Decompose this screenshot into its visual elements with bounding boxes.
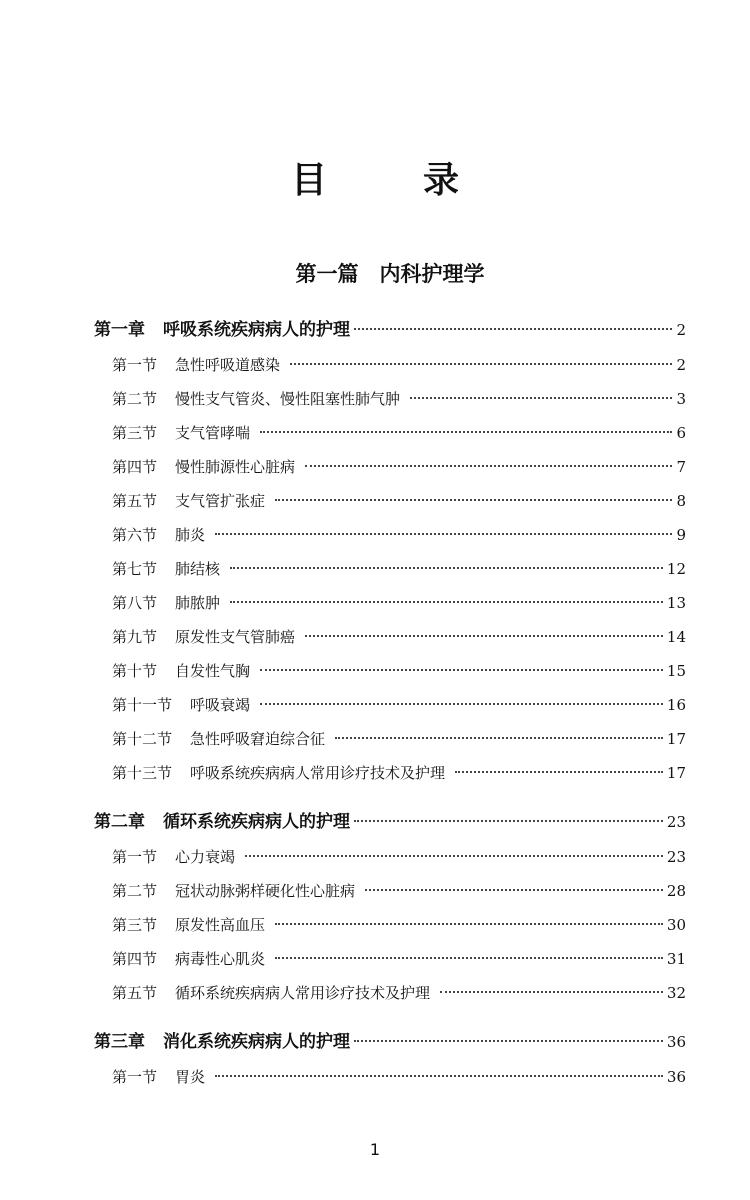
section-title: 急性呼吸道感染 <box>175 356 281 374</box>
section-number: 第六节 <box>112 526 158 544</box>
chapter-block <box>0 1024 750 1094</box>
dot-leader <box>260 431 672 433</box>
chapter-title: 呼吸系统疾病病人的护理 <box>163 320 350 340</box>
section-page: 6 <box>676 424 686 442</box>
section-page: 14 <box>666 628 686 646</box>
dot-leader <box>260 703 663 705</box>
chapter-title: 循环系统疾病病人的护理 <box>163 812 350 832</box>
section-title: 慢性肺源性心脏病 <box>175 458 296 476</box>
section-title: 慢性支气管炎、慢性阻塞性肺气肿 <box>175 390 401 408</box>
dot-leader <box>455 771 663 773</box>
section-title: 心力衰竭 <box>175 848 236 866</box>
dot-leader <box>354 820 663 822</box>
section-entry[interactable] <box>0 756 750 790</box>
page-title-text: 目 录 <box>290 160 489 201</box>
chapter-page: 2 <box>676 321 686 339</box>
section-page: 9 <box>676 526 686 544</box>
section-entry[interactable] <box>0 840 750 874</box>
section-title: 冠状动脉粥样硬化性心脏病 <box>175 882 356 900</box>
chapter-number: 第二章 <box>94 812 145 832</box>
dot-leader <box>365 889 663 891</box>
section-title: 原发性高血压 <box>175 916 266 934</box>
section-title: 肺炎 <box>175 526 206 544</box>
section-entry[interactable] <box>0 484 750 518</box>
section-entry[interactable] <box>0 654 750 688</box>
chapter-page: 36 <box>666 1033 686 1051</box>
section-page: 2 <box>676 356 686 374</box>
section-number: 第七节 <box>112 560 158 578</box>
dot-leader <box>215 533 672 535</box>
section-number: 第五节 <box>112 984 158 1002</box>
section-entry[interactable] <box>0 382 750 416</box>
section-page: 31 <box>666 950 686 968</box>
section-number: 第二节 <box>112 882 158 900</box>
section-number: 第八节 <box>112 594 158 612</box>
section-entry[interactable] <box>0 416 750 450</box>
section-page: 15 <box>666 662 686 680</box>
page-title <box>0 152 750 203</box>
dot-leader <box>275 923 663 925</box>
section-entry[interactable] <box>0 942 750 976</box>
table-of-contents <box>0 312 750 1108</box>
dot-leader <box>275 499 672 501</box>
section-title: 支气管哮喘 <box>175 424 251 442</box>
dot-leader <box>230 601 663 603</box>
chapter-number: 第三章 <box>94 1032 145 1052</box>
section-page: 13 <box>666 594 686 612</box>
section-entry[interactable] <box>0 586 750 620</box>
section-number: 第四节 <box>112 458 158 476</box>
section-page: 30 <box>666 916 686 934</box>
chapter-title: 消化系统疾病病人的护理 <box>163 1032 350 1052</box>
section-number: 第一节 <box>112 356 158 374</box>
section-number: 第一节 <box>112 848 158 866</box>
section-entry[interactable] <box>0 1060 750 1094</box>
section-page: 17 <box>666 764 686 782</box>
section-title: 肺结核 <box>175 560 221 578</box>
section-title: 急性呼吸窘迫综合征 <box>190 730 326 748</box>
dot-leader <box>354 1040 663 1042</box>
section-title: 支气管扩张症 <box>175 492 266 510</box>
section-title: 循环系统疾病病人常用诊疗技术及护理 <box>175 984 431 1002</box>
section-page: 3 <box>676 390 686 408</box>
section-page: 36 <box>666 1068 686 1086</box>
section-page: 12 <box>666 560 686 578</box>
chapter-block <box>0 804 750 1010</box>
chapter-entry[interactable] <box>0 312 750 348</box>
chapter-number: 第一章 <box>94 320 145 340</box>
section-page: 7 <box>676 458 686 476</box>
section-entry[interactable] <box>0 620 750 654</box>
section-title: 肺脓肿 <box>175 594 221 612</box>
chapter-entry[interactable] <box>0 1024 750 1060</box>
section-title: 病毒性心肌炎 <box>175 950 266 968</box>
section-entry[interactable] <box>0 518 750 552</box>
dot-leader <box>215 1075 663 1077</box>
chapter-block <box>0 312 750 790</box>
section-number: 第三节 <box>112 424 158 442</box>
dot-leader <box>354 328 672 330</box>
section-entry[interactable] <box>0 688 750 722</box>
dot-leader <box>305 465 672 467</box>
dot-leader <box>305 635 663 637</box>
dot-leader <box>290 363 672 365</box>
chapter-entry[interactable] <box>0 804 750 840</box>
page-number: 1 <box>369 1140 381 1159</box>
dot-leader <box>245 855 663 857</box>
section-page: 8 <box>676 492 686 510</box>
section-number: 第十三节 <box>112 764 173 782</box>
dot-leader <box>410 397 672 399</box>
chapter-page: 23 <box>666 813 686 831</box>
section-title: 原发性支气管肺癌 <box>175 628 296 646</box>
section-number: 第五节 <box>112 492 158 510</box>
section-page: 32 <box>666 984 686 1002</box>
section-number: 第十一节 <box>112 696 173 714</box>
dot-leader <box>335 737 663 739</box>
section-title: 呼吸系统疾病病人常用诊疗技术及护理 <box>190 764 446 782</box>
section-title: 呼吸衰竭 <box>190 696 251 714</box>
section-number: 第十二节 <box>112 730 173 748</box>
section-number: 第二节 <box>112 390 158 408</box>
section-entry[interactable] <box>0 976 750 1010</box>
section-entry[interactable] <box>0 552 750 586</box>
dot-leader <box>275 957 663 959</box>
section-entry[interactable] <box>0 874 750 908</box>
part-title: 第一篇 内科护理学 <box>295 262 485 286</box>
dot-leader <box>440 991 663 993</box>
section-title: 胃炎 <box>175 1068 206 1086</box>
section-title: 自发性气胸 <box>175 662 251 680</box>
section-entry[interactable] <box>0 908 750 942</box>
section-page: 23 <box>666 848 686 866</box>
section-entry[interactable] <box>0 348 750 382</box>
section-page: 28 <box>666 882 686 900</box>
dot-leader <box>260 669 663 671</box>
section-number: 第一节 <box>112 1068 158 1086</box>
section-page: 17 <box>666 730 686 748</box>
dot-leader <box>230 567 663 569</box>
section-number: 第九节 <box>112 628 158 646</box>
section-page: 16 <box>666 696 686 714</box>
section-number: 第三节 <box>112 916 158 934</box>
section-number: 第四节 <box>112 950 158 968</box>
section-entry[interactable] <box>0 450 750 484</box>
section-entry[interactable] <box>0 722 750 756</box>
section-number: 第十节 <box>112 662 158 680</box>
